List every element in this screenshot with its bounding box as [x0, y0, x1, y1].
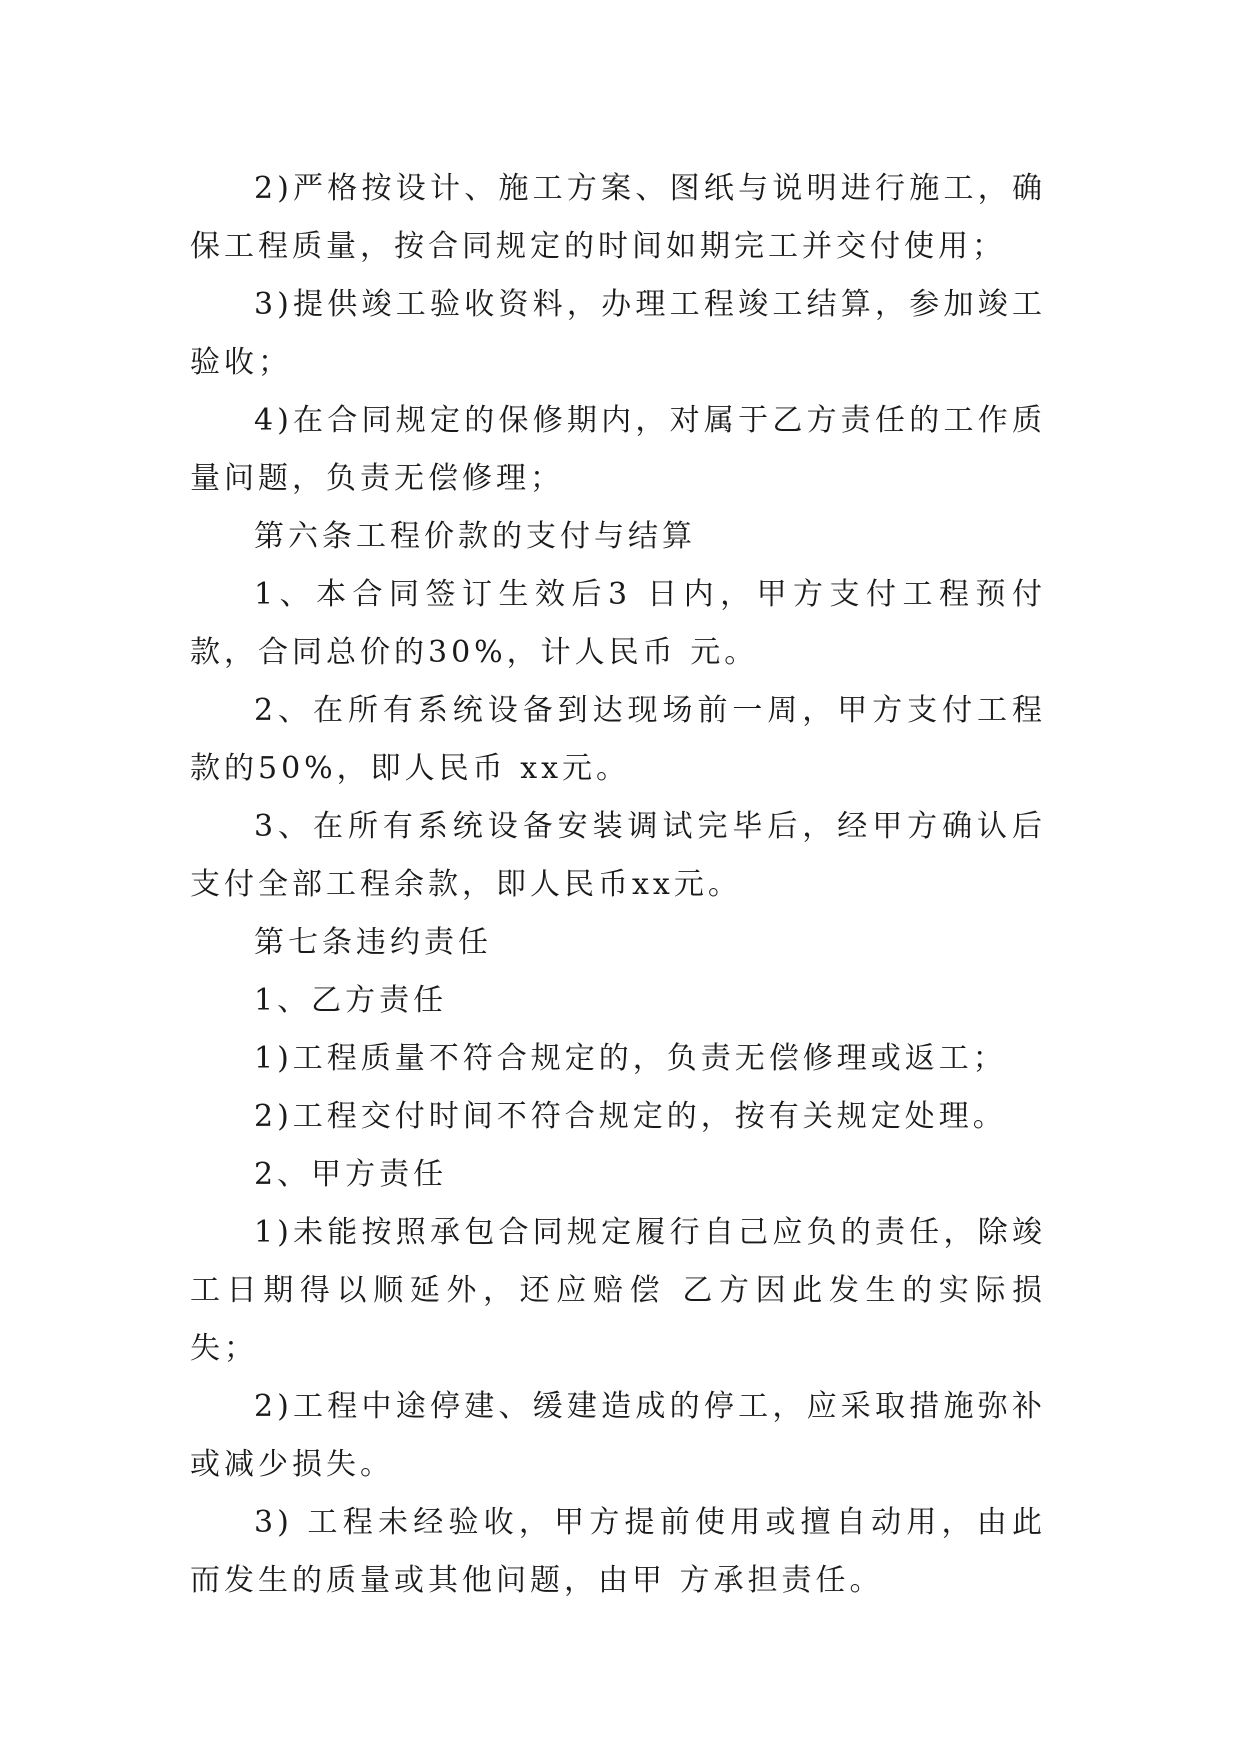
section-heading: 第七条违约责任: [254, 925, 492, 960]
paragraph: 4)在合同规定的保修期内，对属于乙方责任的工作质量问题，负责无偿修理；: [190, 403, 1046, 496]
paragraph: 3)提供竣工验收资料，办理工程竣工结算，参加竣工验收；: [190, 287, 1046, 380]
subsection-heading: 1、乙方责任: [254, 983, 448, 1018]
paragraph: 1)工程质量不符合规定的，负责无偿修理或返工；: [254, 1041, 1007, 1076]
paragraph: 2)严格按设计、施工方案、图纸与说明进行施工，确保工程质量，按合同规定的时间如期完工并交付使用；: [190, 171, 1046, 264]
document-body: [190, 160, 1046, 1610]
paragraph: 1、本合同签订生效后3 日内，甲方支付工程预付款，合同总价的30%，计人民币 元。: [190, 577, 1046, 670]
paragraph: 3) 工程未经验收，甲方提前使用或擅自动用，由此而发生的质量或其他问题，由甲 方承担责任。: [190, 1505, 1046, 1598]
paragraph: 2、在所有系统设备到达现场前一周，甲方支付工程款的50%，即人民币 xx元。: [190, 693, 1046, 786]
paragraph: 2)工程中途停建、缓建造成的停工，应采取措施弥补或减少损失。: [190, 1389, 1046, 1482]
subsection-heading: 2、甲方责任: [254, 1157, 448, 1192]
paragraph: 2)工程交付时间不符合规定的，按有关规定处理。: [254, 1099, 1007, 1134]
paragraph: 1)未能按照承包合同规定履行自己应负的责任，除竣工日期得以顺延外，还应赔偿 乙方因此发生的实际损失；: [190, 1215, 1046, 1366]
paragraph: 3、在所有系统设备安装调试完毕后，经甲方确认后支付全部工程余款，即人民币xx元。: [190, 809, 1046, 902]
section-heading: 第六条工程价款的支付与结算: [254, 519, 696, 554]
